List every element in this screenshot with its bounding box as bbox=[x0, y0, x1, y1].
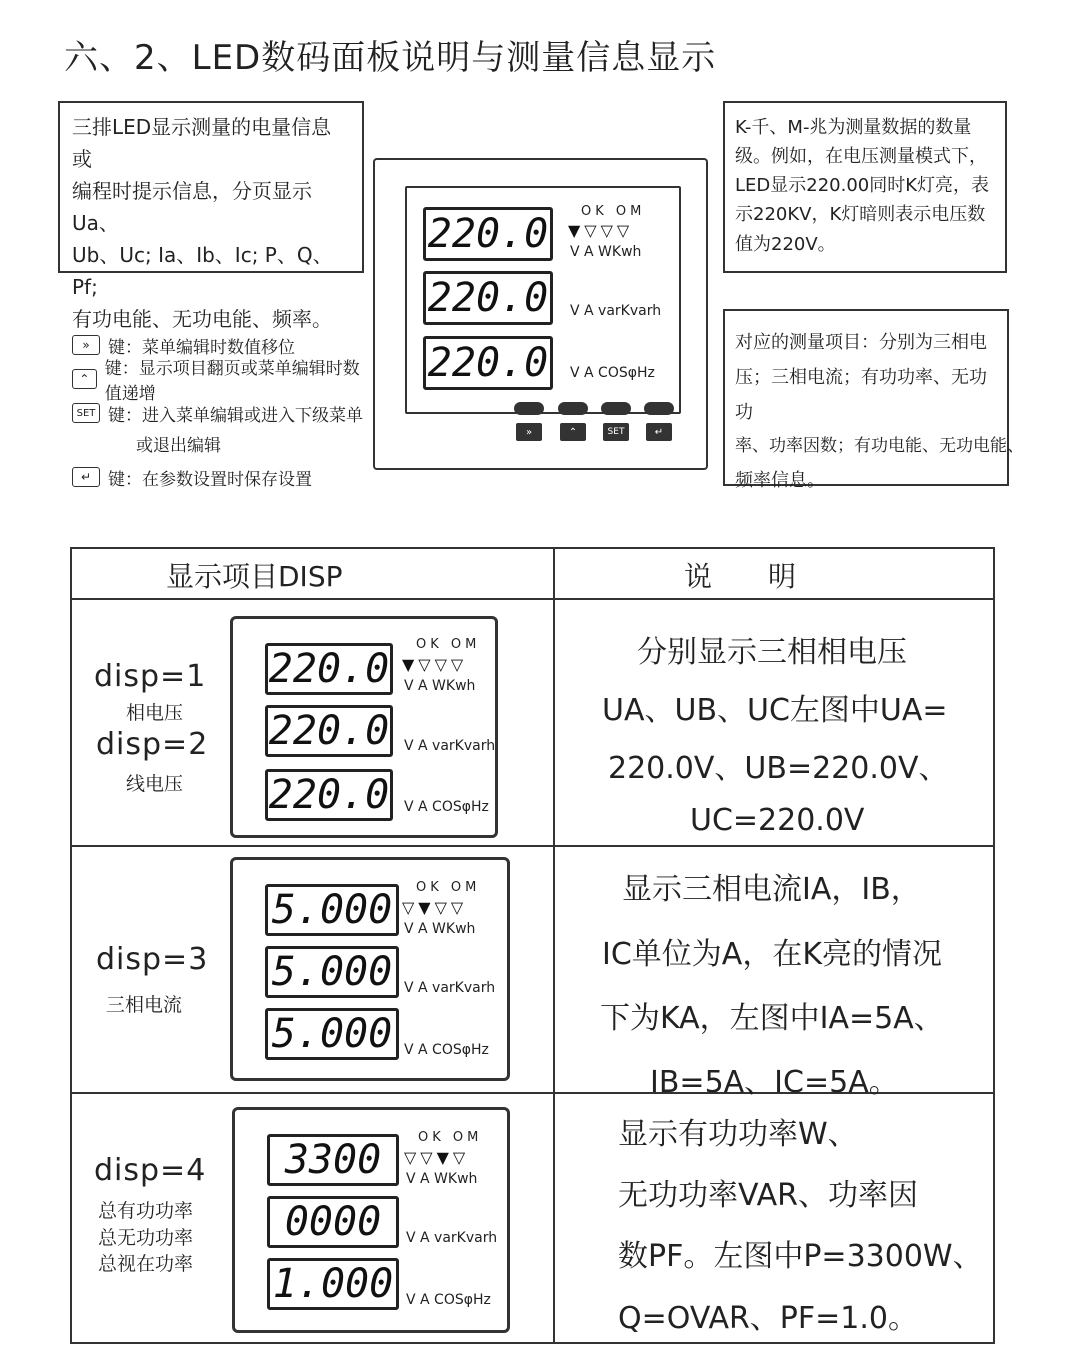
desc-line: 下为KA，左图中IA=5A、 bbox=[600, 1001, 944, 1036]
lcd-value: 220.0 bbox=[265, 705, 393, 757]
table-meter-3 bbox=[232, 1107, 510, 1333]
key-legend-row bbox=[72, 428, 372, 458]
right-info-box-2 bbox=[723, 309, 1024, 492]
key-legend-row bbox=[72, 359, 372, 404]
meter-button-enter[interactable] bbox=[644, 402, 674, 415]
right1-line: LED显示220.00同时K灯亮，表 bbox=[735, 175, 990, 197]
right-info-box-1 bbox=[723, 101, 1007, 273]
meter-indicators: ▼▽▽▽ bbox=[402, 655, 468, 674]
disp-sublabel: 总视在功率 bbox=[98, 1253, 194, 1275]
left-info-line: 有功电能、无功电能、频率。 bbox=[72, 307, 332, 331]
page-title: 六、2、LED数码面板说明与测量信息显示 bbox=[64, 38, 717, 78]
meter-indicators: ▽▽▼▽ bbox=[404, 1148, 470, 1167]
key-legend-text: 或退出编辑 bbox=[136, 435, 221, 456]
meter-indicators: ▼▽▽▽ bbox=[568, 221, 634, 240]
desc-line: 显示三相电流IA，IB， bbox=[622, 872, 921, 907]
meter-unit: V A WKwh bbox=[404, 921, 476, 937]
desc-line: UC=220.0V bbox=[690, 803, 865, 838]
meter-unit: V A COSφHz bbox=[404, 1042, 489, 1058]
disp-label: disp=2 bbox=[96, 727, 209, 762]
set-icon: SET bbox=[603, 423, 629, 441]
desc-line: 数PF。左图中P=3300W、 bbox=[618, 1239, 983, 1274]
lcd-value: 220.0 bbox=[265, 769, 393, 821]
disp-sublabel: 总无功功率 bbox=[98, 1227, 194, 1249]
meter-flags: OK OM bbox=[416, 880, 481, 895]
disp-label: disp=3 bbox=[96, 942, 209, 977]
table-meter-1 bbox=[230, 616, 498, 838]
left-info-box bbox=[58, 101, 364, 331]
lcd-value: 5.000 bbox=[265, 946, 399, 998]
meter-button-up[interactable] bbox=[558, 402, 588, 415]
desc-line: 分别显示三相相电压 bbox=[637, 635, 907, 670]
right2-line: 压；三相电流；有功功率、无功功 bbox=[735, 367, 987, 424]
lcd-value: 5.000 bbox=[265, 884, 399, 936]
desc-line: 显示有功功率W、 bbox=[618, 1117, 858, 1152]
lcd-value: 0000 bbox=[267, 1196, 399, 1248]
right2-line: 率、功率因数；有功电能、无功电能、 bbox=[735, 436, 1024, 457]
key-legend bbox=[72, 330, 372, 492]
meter-panel bbox=[373, 158, 708, 470]
right1-line: 级。例如，在电压测量模式下， bbox=[735, 146, 987, 168]
up-key-icon: ⌃ bbox=[72, 369, 97, 389]
meter-unit: V A varKvarh bbox=[406, 1230, 498, 1246]
lcd-value: 3300 bbox=[267, 1134, 399, 1186]
up-icon: ⌃ bbox=[560, 423, 586, 441]
enter-key-icon: ↵ bbox=[72, 467, 100, 487]
desc-line: 220.0V、UB=220.0V、 bbox=[608, 751, 949, 786]
meter-unit: V A WKwh bbox=[406, 1171, 478, 1187]
display-table bbox=[70, 547, 995, 1344]
shift-key-icon: » bbox=[72, 335, 100, 355]
meter-unit: V A varKvarh bbox=[404, 980, 496, 996]
disp-label: disp=4 bbox=[94, 1153, 207, 1188]
left-info-line: 三排LED显示测量的电量信息或 bbox=[72, 115, 332, 171]
meter-unit2: V A varKvarh bbox=[570, 303, 662, 319]
set-key-icon: SET bbox=[72, 403, 100, 423]
right1-line: K-千、M-兆为测量数据的数量 bbox=[735, 117, 972, 138]
desc-line: IB=5A、IC=5A。 bbox=[650, 1065, 899, 1100]
meter-flags: OK OM bbox=[581, 204, 646, 219]
lcd-value: 1.000 bbox=[267, 1258, 399, 1310]
key-legend-row bbox=[72, 398, 372, 428]
meter-indicators: ▽▼▽▽ bbox=[402, 898, 468, 917]
table-header-right: 说 明 bbox=[684, 560, 797, 593]
meter-unit3: V A COSφHz bbox=[570, 365, 655, 381]
meter-unit: V A COSφHz bbox=[406, 1292, 491, 1308]
disp-sublabel: 相电压 bbox=[126, 702, 184, 724]
meter-lcd-row2: 220.0 bbox=[423, 271, 553, 325]
table-header-left: 显示项目DISP bbox=[166, 560, 343, 593]
meter-lcd-row1: 220.0 bbox=[423, 207, 553, 261]
desc-line: Q=OVAR、PF=1.0。 bbox=[618, 1301, 918, 1336]
left-info-line: Ub、Uc; Ia、Ib、Ic; P、Q、Pf; bbox=[72, 243, 333, 299]
meter-unit: V A COSφHz bbox=[404, 799, 489, 815]
right2-line: 对应的测量项目：分别为三相电 bbox=[735, 332, 987, 353]
meter-lcd-row3: 220.0 bbox=[423, 336, 553, 390]
key-legend-text: 键：进入菜单编辑或进入下级菜单 bbox=[108, 405, 363, 426]
right1-line: 示220KV，K灯暗则表示电压数 bbox=[735, 204, 986, 226]
meter-flags: OK OM bbox=[416, 637, 481, 652]
disp-sublabel: 总有功功率 bbox=[98, 1200, 194, 1222]
disp-sublabel: 线电压 bbox=[126, 773, 184, 795]
key-legend-text: 键：在参数设置时保存设置 bbox=[108, 469, 312, 490]
key-legend-text: 键：显示项目翻页或菜单编辑时数值递增 bbox=[104, 359, 360, 404]
lcd-value: 220.0 bbox=[265, 643, 393, 695]
left-info-line: 编程时提示信息，分页显示Ua、 bbox=[72, 179, 312, 235]
desc-line: 无功功率VAR、功率因 bbox=[618, 1178, 918, 1213]
meter-button-shift[interactable] bbox=[514, 402, 544, 415]
meter-unit: V A WKwh bbox=[404, 678, 476, 694]
disp-label: disp=1 bbox=[94, 659, 207, 694]
table-meter-2 bbox=[230, 857, 510, 1081]
enter-icon: ↵ bbox=[646, 423, 672, 441]
meter-unit: V A varKvarh bbox=[404, 738, 496, 754]
disp-sublabel: 三相电流 bbox=[106, 994, 183, 1016]
shift-icon: » bbox=[516, 423, 542, 441]
meter-button-set[interactable] bbox=[601, 402, 631, 415]
desc-line: UA、UB、UC左图中UA= bbox=[602, 693, 948, 728]
lcd-value: 5.000 bbox=[265, 1008, 399, 1060]
meter-flags: OK OM bbox=[418, 1130, 483, 1145]
key-legend-row bbox=[72, 462, 372, 492]
key-legend-text: 键：菜单编辑时数值移位 bbox=[108, 337, 295, 358]
right1-line: 值为220V。 bbox=[735, 233, 836, 255]
desc-line: IC单位为A，在K亮的情况 bbox=[602, 937, 942, 972]
right2-line: 频率信息。 bbox=[735, 470, 825, 492]
meter-unit1: V A WKwh bbox=[570, 244, 642, 260]
